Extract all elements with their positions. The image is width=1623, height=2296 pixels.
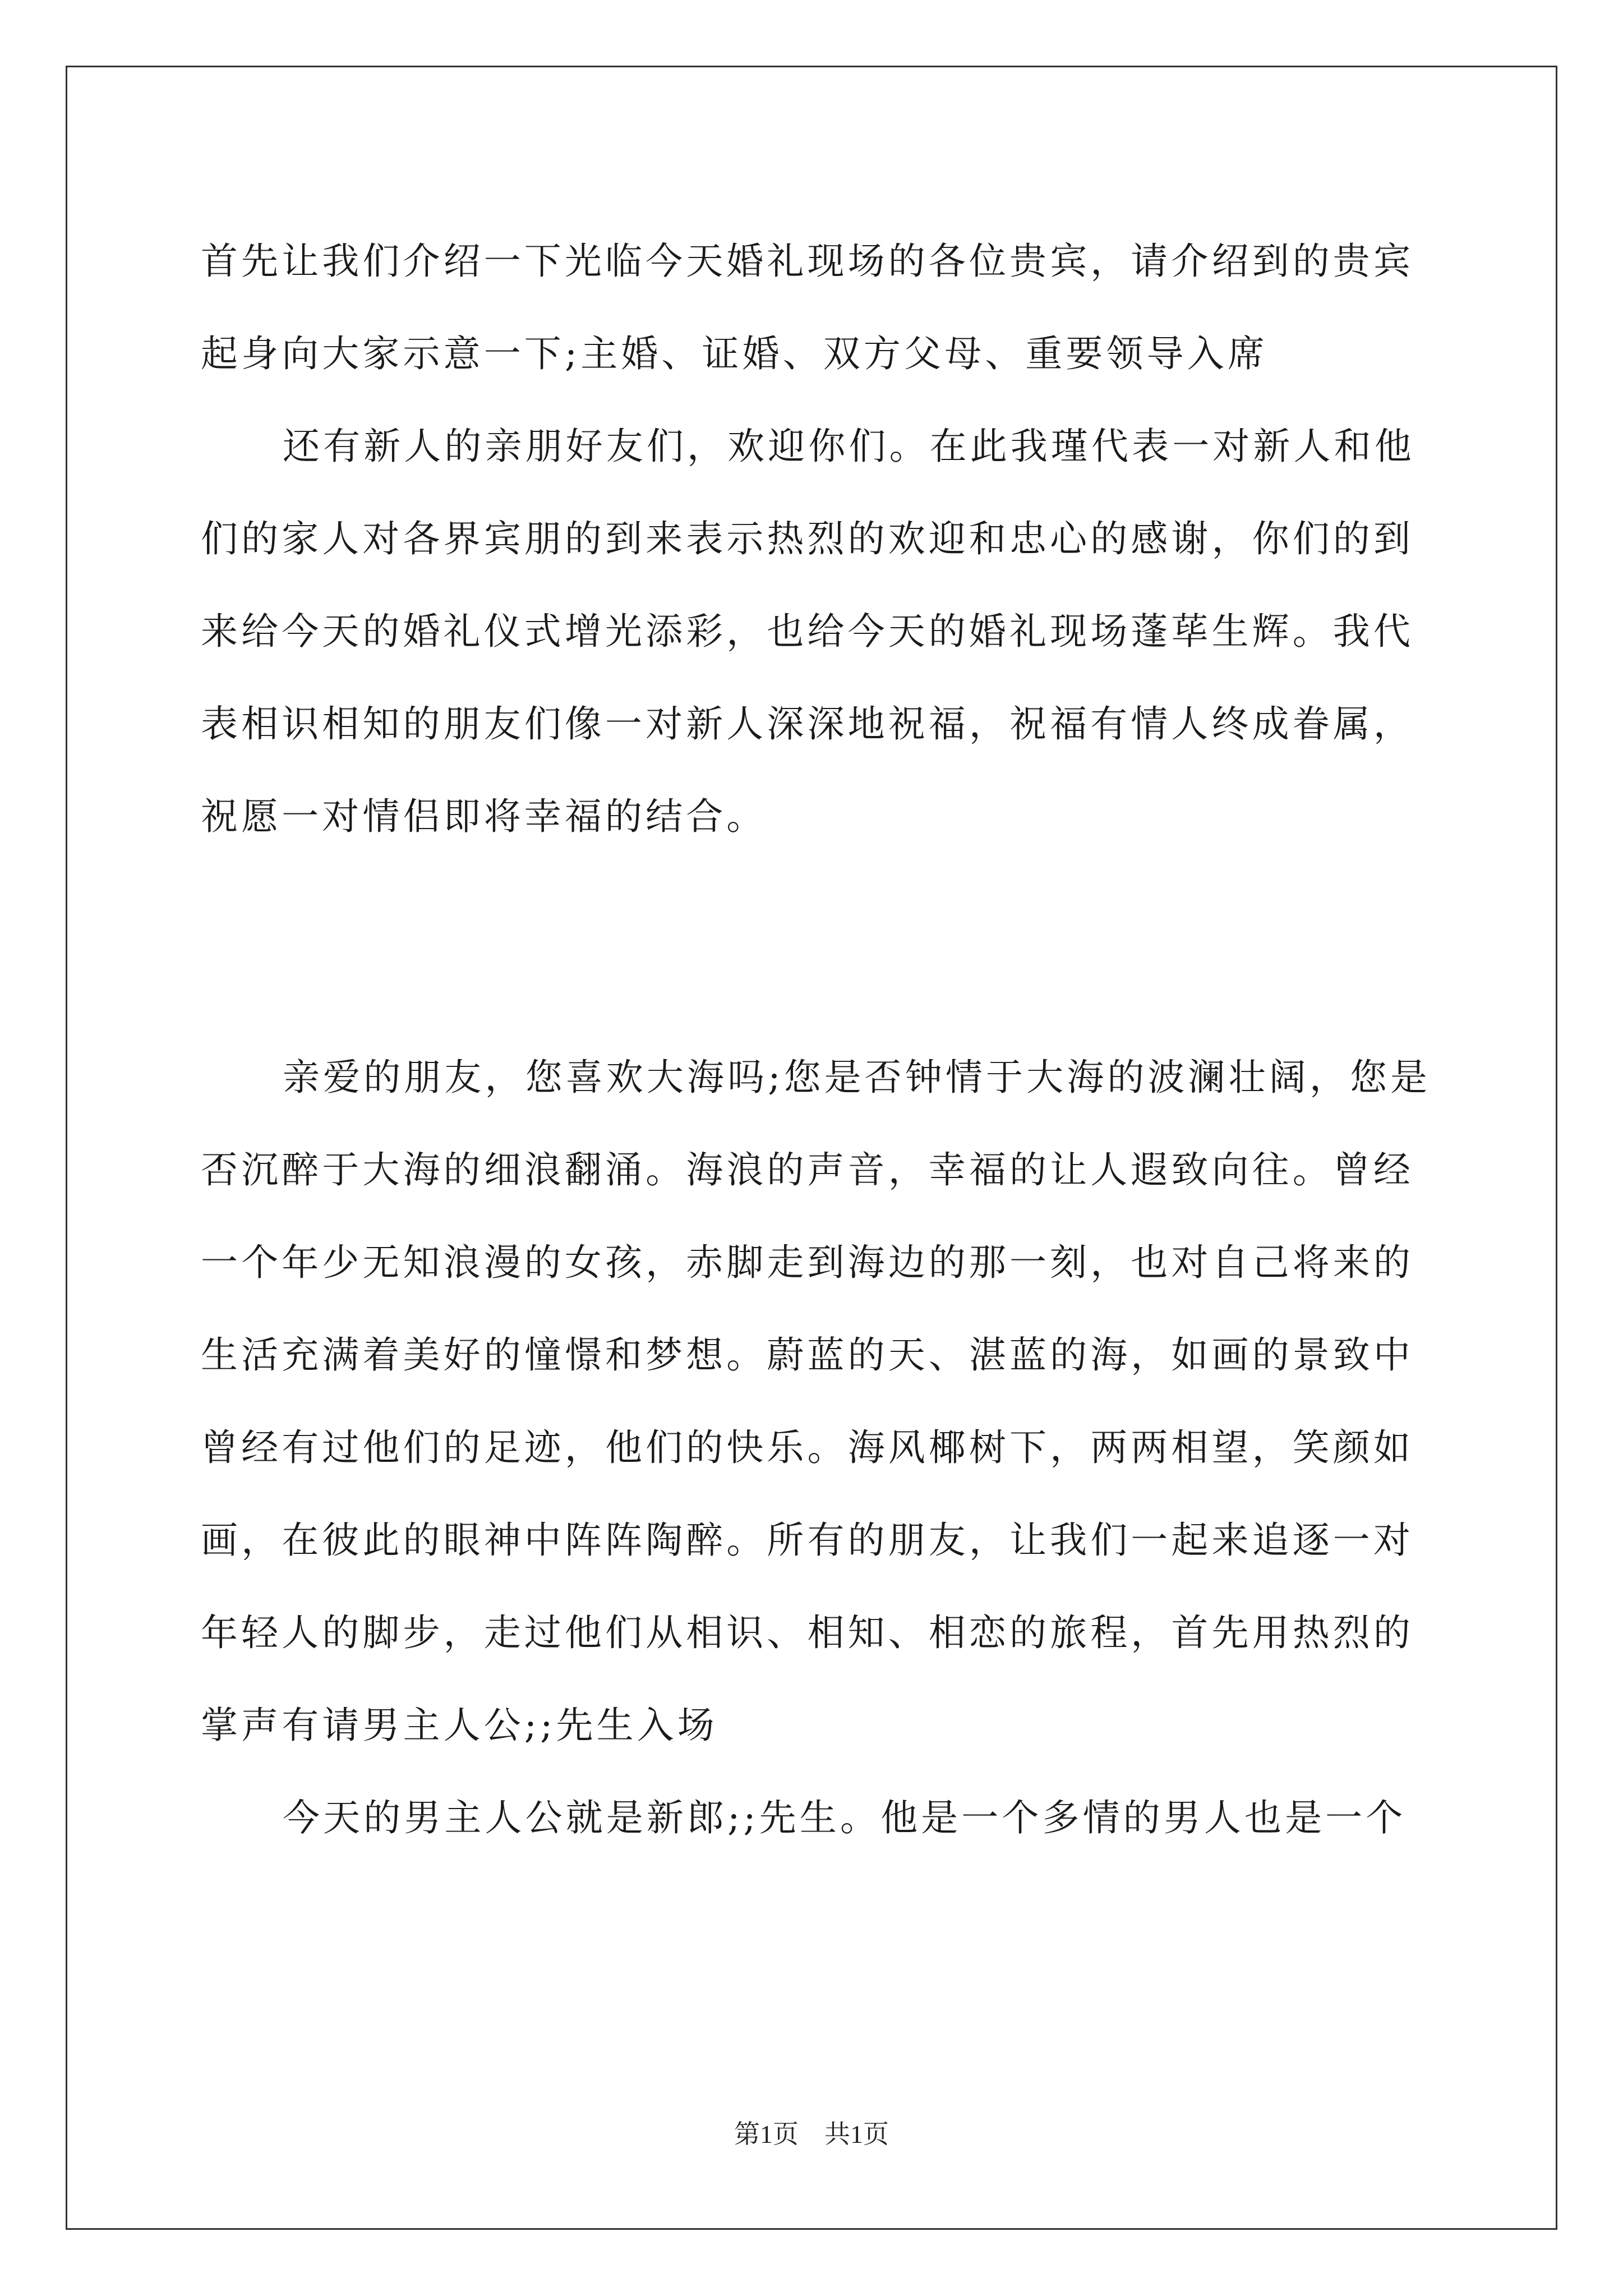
paragraph-line: 首先让我们介绍一下光临今天婚礼现场的各位贵宾，请介绍到的贵宾 [201, 240, 1414, 283]
paragraph-line: 祝愿一对情侣即将幸福的结合。 [201, 795, 767, 838]
paragraph-line: 曾经有过他们的足迹，他们的快乐。海风椰树下，两两相望，笑颜如 [201, 1426, 1414, 1469]
paragraph-spacer [201, 863, 1430, 1031]
paragraph-welcome [201, 400, 1430, 863]
paragraph-line: 画，在彼此的眼神中阵阵陶醉。所有的朋友，让我们一起来追逐一对 [201, 1519, 1414, 1562]
paragraph-line: 还有新人的亲朋好友们，欢迎你们。在此我瑾代表一对新人和他 [283, 425, 1415, 468]
paragraph-line: 生活充满着美好的憧憬和梦想。蔚蓝的天、湛蓝的海，如画的景致中 [201, 1333, 1414, 1377]
paragraph-line: 亲爱的朋友，您喜欢大海吗;您是否钟情于大海的波澜壮阔，您是 [283, 1056, 1431, 1099]
document-body [201, 215, 1430, 1864]
page-number-footer: 第1页 共1页 [734, 2120, 889, 2148]
paragraph-line: 否沉醉于大海的细浪翻涌。海浪的声音，幸福的让人遐致向往。曾经 [201, 1148, 1414, 1191]
paragraph-line: 起身向大家示意一下;主婚、证婚、双方父母、重要领导入席 [201, 332, 1268, 375]
paragraph-line: 掌声有请男主人公;;先生入场 [201, 1704, 718, 1747]
paragraph-ocean-story [201, 1031, 1430, 1772]
paragraph-line: 表相识相知的朋友们像一对新人深深地祝福，祝福有情人终成眷属， [201, 702, 1414, 746]
paragraph-line: 来给今天的婚礼仪式增光添彩，也给今天的婚礼现场蓬荜生辉。我代 [201, 610, 1414, 653]
paragraph-line: 今天的男主人公就是新郎;;先生。他是一个多情的男人也是一个 [283, 1796, 1407, 1839]
paragraph-line: 们的家人对各界宾朋的到来表示热烈的欢迎和忠心的感谢，你们的到 [201, 517, 1414, 560]
paragraph-line: 年轻人的脚步，走过他们从相识、相知、相恋的旅程，首先用热烈的 [201, 1611, 1414, 1654]
paragraph-groom-intro [201, 1772, 1430, 1864]
paragraph-line: 一个年少无知浪漫的女孩，赤脚走到海边的那一刻，也对自己将来的 [201, 1241, 1414, 1284]
paragraph-guest-introduction [201, 215, 1430, 400]
